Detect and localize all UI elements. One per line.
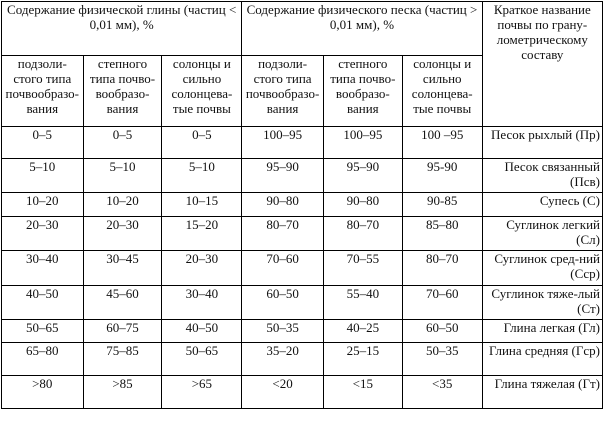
- value-cell: 10–20: [2, 193, 84, 217]
- table-row: [2, 193, 603, 217]
- soil-name-cell: Песок связанный (Псв): [482, 159, 602, 193]
- table-row: [2, 343, 603, 376]
- value-cell: >80: [2, 376, 84, 409]
- value-cell: >85: [83, 376, 162, 409]
- value-cell: 10–15: [162, 193, 242, 217]
- value-cell: 35–20: [242, 343, 324, 376]
- table-row: [2, 286, 603, 320]
- value-cell: 80–70: [242, 217, 324, 251]
- soil-name-cell: Глина средняя (Гср): [482, 343, 602, 376]
- subheader-sand-podzolic: подзоли-стого типа почвообразо-вания: [242, 56, 324, 127]
- value-cell: 50–65: [2, 320, 84, 343]
- value-cell: 15–20: [162, 217, 242, 251]
- soil-name-cell: Глина легкая (Гл): [482, 320, 602, 343]
- table-row: [2, 320, 603, 343]
- subheader-clay-steppe: степного типа почво-вообразо-вания: [83, 56, 162, 127]
- value-cell: 90–80: [323, 193, 402, 217]
- value-cell: 80–70: [323, 217, 402, 251]
- value-cell: 20–30: [83, 217, 162, 251]
- value-cell: 25–15: [323, 343, 402, 376]
- clay-group-header: Содержание физической глины (частиц < 0,01 мм), %: [2, 2, 242, 56]
- subheader-sand-steppe: степного типа почво-вообразо-вания: [323, 56, 402, 127]
- table-row: [2, 217, 603, 251]
- value-cell: 50–65: [162, 343, 242, 376]
- value-cell: 50–35: [402, 343, 482, 376]
- value-cell: 20–30: [2, 217, 84, 251]
- value-cell: 80–70: [402, 251, 482, 286]
- soil-classification-table: [1, 1, 603, 409]
- value-cell: 5–10: [162, 159, 242, 193]
- value-cell: 0–5: [83, 127, 162, 159]
- soil-name-cell: Супесь (С): [482, 193, 602, 217]
- value-cell: 60–75: [83, 320, 162, 343]
- value-cell: 70–55: [323, 251, 402, 286]
- soil-name-cell: Песок рыхлый (Пр): [482, 127, 602, 159]
- value-cell: 40–50: [2, 286, 84, 320]
- soil-name-cell: Глина тяжелая (Гт): [482, 376, 602, 409]
- value-cell: <35: [402, 376, 482, 409]
- value-cell: 100 –95: [402, 127, 482, 159]
- value-cell: 85–80: [402, 217, 482, 251]
- subheader-clay-solonetz: солонцы и сильно солонцева-тые почвы: [162, 56, 242, 127]
- soil-name-cell: Суглинок тяже-лый (Ст): [482, 286, 602, 320]
- value-cell: 70–60: [242, 251, 324, 286]
- value-cell: 75–85: [83, 343, 162, 376]
- value-cell: 0–5: [2, 127, 84, 159]
- value-cell: 90–80: [242, 193, 324, 217]
- value-cell: <15: [323, 376, 402, 409]
- table-row: [2, 251, 603, 286]
- value-cell: 30–40: [162, 286, 242, 320]
- value-cell: 10–20: [83, 193, 162, 217]
- table-row: [2, 376, 603, 409]
- subheader-clay-podzolic: подзоли-стого типа почвообразо-вания: [2, 56, 84, 127]
- value-cell: 90-85: [402, 193, 482, 217]
- value-cell: <20: [242, 376, 324, 409]
- value-cell: 95–90: [323, 159, 402, 193]
- value-cell: 30–40: [2, 251, 84, 286]
- value-cell: 45–60: [83, 286, 162, 320]
- value-cell: 40–25: [323, 320, 402, 343]
- value-cell: 70–60: [402, 286, 482, 320]
- value-cell: >65: [162, 376, 242, 409]
- value-cell: 0–5: [162, 127, 242, 159]
- value-cell: 100–95: [323, 127, 402, 159]
- value-cell: 30–45: [83, 251, 162, 286]
- value-cell: 55–40: [323, 286, 402, 320]
- value-cell: 50–35: [242, 320, 324, 343]
- value-cell: 5–10: [2, 159, 84, 193]
- value-cell: 95–90: [242, 159, 324, 193]
- value-cell: 5–10: [83, 159, 162, 193]
- value-cell: 20–30: [162, 251, 242, 286]
- value-cell: 40–50: [162, 320, 242, 343]
- soil-name-cell: Суглинок легкий (Сл): [482, 217, 602, 251]
- value-cell: 65–80: [2, 343, 84, 376]
- value-cell: 100–95: [242, 127, 324, 159]
- soil-name-header: Краткое название почвы по грану-лометрическому составу: [482, 2, 602, 127]
- sand-group-header: Содержание физического песка (частиц > 0,01 мм), %: [242, 2, 482, 56]
- soil-name-cell: Суглинок сред-ний (Сср): [482, 251, 602, 286]
- table-row: [2, 159, 603, 193]
- table-row: [2, 127, 603, 159]
- subheader-sand-solonetz: солонцы и сильно солонцева-тые почвы: [402, 56, 482, 127]
- value-cell: 95-90: [402, 159, 482, 193]
- value-cell: 60–50: [242, 286, 324, 320]
- value-cell: 60–50: [402, 320, 482, 343]
